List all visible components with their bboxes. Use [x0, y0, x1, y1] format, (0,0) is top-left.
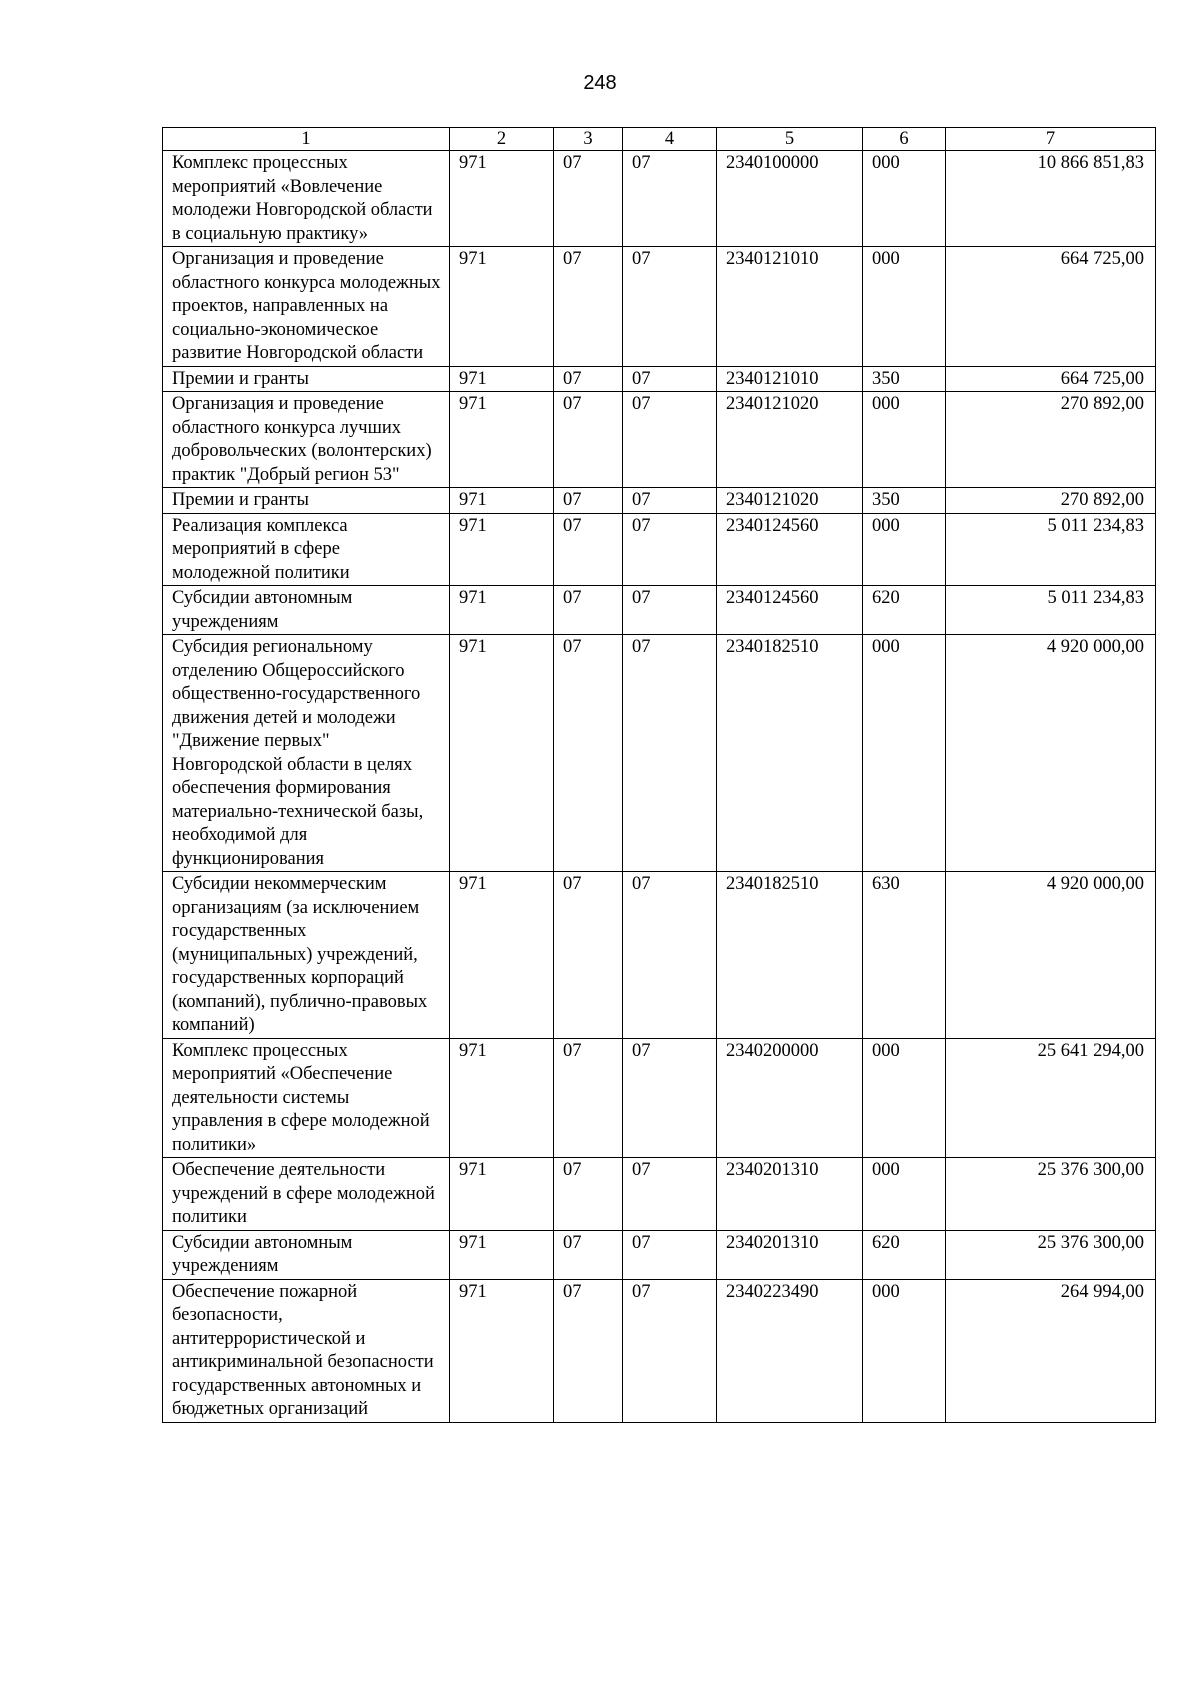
- table-row: [163, 1279, 1156, 1422]
- row-name-cell: Премии и гранты: [163, 488, 450, 514]
- row-code-cell: 971: [450, 366, 554, 392]
- row-subsection-cell: 07: [623, 1158, 717, 1231]
- row-code-cell: 971: [450, 1038, 554, 1158]
- row-subsection-cell: 07: [623, 586, 717, 635]
- row-expense-type-cell: 000: [863, 513, 946, 586]
- row-subsection-cell: 07: [623, 1038, 717, 1158]
- column-header: 2: [450, 128, 554, 151]
- row-amount-cell: 4 920 000,00: [946, 635, 1156, 872]
- page-number: 248: [583, 72, 617, 94]
- column-header: 6: [863, 128, 946, 151]
- row-amount-cell: 5 011 234,83: [946, 513, 1156, 586]
- row-amount-cell: 664 725,00: [946, 366, 1156, 392]
- column-header: 7: [946, 128, 1156, 151]
- row-code-cell: 971: [450, 1279, 554, 1422]
- row-target-article-cell: 2340124560: [717, 586, 863, 635]
- row-amount-cell: 664 725,00: [946, 247, 1156, 367]
- row-subsection-cell: 07: [623, 247, 717, 367]
- row-expense-type-cell: 000: [863, 1279, 946, 1422]
- row-section-cell: 07: [554, 392, 623, 488]
- column-header: 1: [163, 128, 450, 151]
- row-code-cell: 971: [450, 1158, 554, 1231]
- row-section-cell: 07: [554, 586, 623, 635]
- column-header: 5: [717, 128, 863, 151]
- row-target-article-cell: 2340201310: [717, 1158, 863, 1231]
- table-row: [163, 247, 1156, 367]
- row-section-cell: 07: [554, 872, 623, 1039]
- row-code-cell: 971: [450, 872, 554, 1039]
- row-section-cell: 07: [554, 366, 623, 392]
- row-expense-type-cell: 000: [863, 635, 946, 872]
- row-section-cell: 07: [554, 1038, 623, 1158]
- row-name-cell: Субсидии автономным учреждениям: [163, 586, 450, 635]
- table-row: [163, 872, 1156, 1039]
- table-row: [163, 1038, 1156, 1158]
- table-row: [163, 151, 1156, 247]
- column-header: 4: [623, 128, 717, 151]
- row-section-cell: 07: [554, 488, 623, 514]
- table-row: [163, 1158, 1156, 1231]
- table-row: [163, 366, 1156, 392]
- table-row: [163, 392, 1156, 488]
- row-amount-cell: 4 920 000,00: [946, 872, 1156, 1039]
- row-name-cell: Организация и проведение областного конкурса лучших добровольческих (волонтерских) практик "Добрый регион 53": [163, 392, 450, 488]
- row-subsection-cell: 07: [623, 1230, 717, 1279]
- row-code-cell: 971: [450, 488, 554, 514]
- row-code-cell: 971: [450, 635, 554, 872]
- row-section-cell: 07: [554, 151, 623, 247]
- row-name-cell: Субсидии автономным учреждениям: [163, 1230, 450, 1279]
- row-code-cell: 971: [450, 392, 554, 488]
- row-section-cell: 07: [554, 1279, 623, 1422]
- row-amount-cell: 25 376 300,00: [946, 1230, 1156, 1279]
- budget-table: [162, 127, 1156, 1423]
- row-section-cell: 07: [554, 513, 623, 586]
- row-target-article-cell: 2340124560: [717, 513, 863, 586]
- row-code-cell: 971: [450, 151, 554, 247]
- row-subsection-cell: 07: [623, 151, 717, 247]
- row-subsection-cell: 07: [623, 1279, 717, 1422]
- row-code-cell: 971: [450, 247, 554, 367]
- row-subsection-cell: 07: [623, 872, 717, 1039]
- row-target-article-cell: 2340201310: [717, 1230, 863, 1279]
- row-amount-cell: 270 892,00: [946, 392, 1156, 488]
- row-name-cell: Организация и проведение областного конкурса молодежных проектов, направленных на социально-экономическое развитие Новгородской области: [163, 247, 450, 367]
- row-expense-type-cell: 620: [863, 1230, 946, 1279]
- row-target-article-cell: 2340200000: [717, 1038, 863, 1158]
- table-row: [163, 635, 1156, 872]
- column-header: 3: [554, 128, 623, 151]
- row-target-article-cell: 2340182510: [717, 635, 863, 872]
- row-amount-cell: 270 892,00: [946, 488, 1156, 514]
- row-expense-type-cell: 000: [863, 392, 946, 488]
- row-expense-type-cell: 000: [863, 1158, 946, 1231]
- row-section-cell: 07: [554, 1158, 623, 1231]
- row-expense-type-cell: 350: [863, 366, 946, 392]
- row-amount-cell: 5 011 234,83: [946, 586, 1156, 635]
- row-section-cell: 07: [554, 635, 623, 872]
- row-code-cell: 971: [450, 513, 554, 586]
- row-target-article-cell: 2340121010: [717, 366, 863, 392]
- row-name-cell: Комплекс процессных мероприятий «Обеспечение деятельности системы управления в сфере молодежной политики»: [163, 1038, 450, 1158]
- row-subsection-cell: 07: [623, 366, 717, 392]
- row-name-cell: Реализация комплекса мероприятий в сфере молодежной политики: [163, 513, 450, 586]
- row-name-cell: Обеспечение пожарной безопасности, антитеррористической и антикриминальной безопасности государственных автономных и бюджетных организаций: [163, 1279, 450, 1422]
- row-subsection-cell: 07: [623, 488, 717, 514]
- row-code-cell: 971: [450, 1230, 554, 1279]
- table-header-row: [163, 128, 1156, 151]
- row-amount-cell: 10 866 851,83: [946, 151, 1156, 247]
- row-expense-type-cell: 620: [863, 586, 946, 635]
- row-name-cell: Премии и гранты: [163, 366, 450, 392]
- row-code-cell: 971: [450, 586, 554, 635]
- row-name-cell: Субсидии некоммерческим организациям (за исключением государственных (муниципальных) учреждений, государственных корпораций (компаний), публично-правовых компаний): [163, 872, 450, 1039]
- table-row: [163, 513, 1156, 586]
- row-expense-type-cell: 350: [863, 488, 946, 514]
- table-row: [163, 586, 1156, 635]
- row-amount-cell: 25 376 300,00: [946, 1158, 1156, 1231]
- row-expense-type-cell: 000: [863, 247, 946, 367]
- row-target-article-cell: 2340121020: [717, 392, 863, 488]
- row-expense-type-cell: 000: [863, 1038, 946, 1158]
- row-target-article-cell: 2340121020: [717, 488, 863, 514]
- row-subsection-cell: 07: [623, 513, 717, 586]
- row-target-article-cell: 2340100000: [717, 151, 863, 247]
- row-target-article-cell: 2340182510: [717, 872, 863, 1039]
- row-expense-type-cell: 000: [863, 151, 946, 247]
- table-row: [163, 488, 1156, 514]
- row-section-cell: 07: [554, 247, 623, 367]
- row-amount-cell: 25 641 294,00: [946, 1038, 1156, 1158]
- row-name-cell: Комплекс процессных мероприятий «Вовлечение молодежи Новгородской области в социальную практику»: [163, 151, 450, 247]
- row-subsection-cell: 07: [623, 635, 717, 872]
- row-name-cell: Субсидия региональному отделению Общероссийского общественно-государственного движения детей и молодежи "Движение первых" Новгородской области в целях обеспечения формирования материально-технической базы, необходимой для функционирования: [163, 635, 450, 872]
- row-target-article-cell: 2340121010: [717, 247, 863, 367]
- row-expense-type-cell: 630: [863, 872, 946, 1039]
- row-subsection-cell: 07: [623, 392, 717, 488]
- row-amount-cell: 264 994,00: [946, 1279, 1156, 1422]
- row-section-cell: 07: [554, 1230, 623, 1279]
- table-row: [163, 1230, 1156, 1279]
- row-name-cell: Обеспечение деятельности учреждений в сфере молодежной политики: [163, 1158, 450, 1231]
- row-target-article-cell: 2340223490: [717, 1279, 863, 1422]
